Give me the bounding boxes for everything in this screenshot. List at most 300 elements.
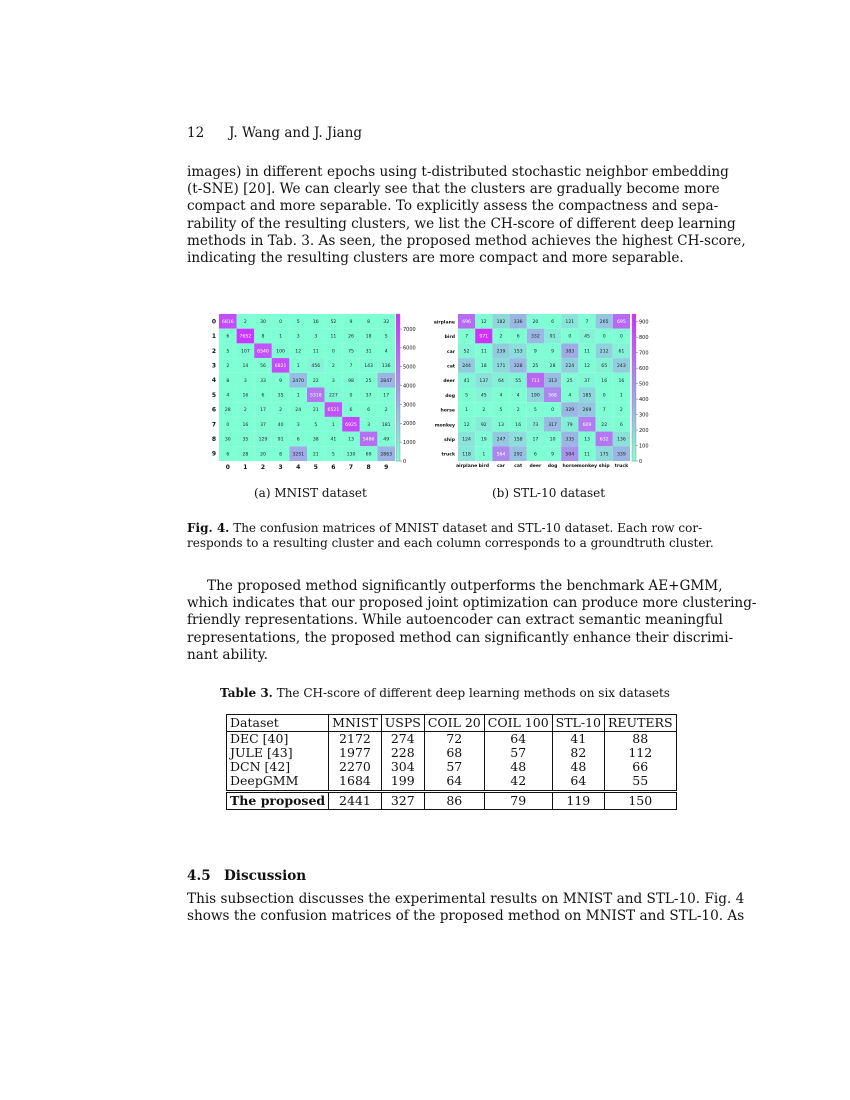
table-cell: 68 [424, 746, 484, 760]
cell-value: 609 [582, 422, 592, 428]
cell-value: 31 [365, 349, 372, 355]
cell-value: 143 [364, 364, 373, 370]
text-line: shows the confusion matrices of the proposed method on MNIST and STL-10. As [187, 908, 745, 925]
ch-score-table [226, 714, 677, 810]
cell-value: 37 [584, 378, 590, 384]
cell-value: 1 [279, 334, 283, 340]
table-cell: 66 [605, 760, 677, 774]
cell-value: 91 [277, 437, 284, 443]
table-header-row [227, 715, 677, 732]
colorbar-segment [396, 314, 400, 318]
cell-value: 6521 [327, 408, 340, 414]
cell-value: 11 [584, 349, 590, 355]
table-cell: 150 [605, 792, 677, 810]
cell-value: 971 [479, 334, 489, 340]
table-cell: JULE [43] [227, 746, 329, 760]
row-label: cat [446, 364, 455, 370]
colorbar-tick-label: 4000 [403, 383, 416, 390]
cell-value: 7 [465, 334, 469, 340]
cell-value: 6 [261, 393, 265, 399]
text-line: indicating the resulting clusters are more compact and more separable. [187, 250, 684, 267]
colorbar-segment [632, 318, 636, 322]
colorbar-segment [632, 439, 636, 443]
cell-value: 317 [548, 422, 557, 428]
cell-value: 181 [381, 422, 391, 428]
colorbar-tick-label: 0 [639, 458, 643, 465]
cell-value: 6 [533, 452, 537, 458]
stl10-confusion-matrix [425, 310, 660, 480]
table-cell: 82 [552, 746, 604, 760]
col-label: cat [514, 464, 523, 469]
cell-value: 130 [346, 452, 356, 458]
cell-value: 2 [619, 408, 623, 414]
cell-value: 383 [565, 349, 575, 355]
colorbar-segment [396, 399, 400, 403]
text-line: compact and more separable. To explicitly assess the compactness and sepa- [187, 198, 719, 215]
subcaption-mnist: (a) MNIST dataset [254, 486, 367, 500]
cell-value: 5 [331, 452, 335, 458]
cell-value: 2 [243, 319, 247, 325]
cell-value: 6 [226, 334, 230, 340]
cell-value: 32 [383, 319, 390, 325]
row-label: airplane [433, 320, 455, 326]
table-cell: 64 [552, 774, 604, 792]
section-number: 4.5 [187, 868, 211, 884]
cell-value: 13 [348, 437, 354, 443]
colorbar-segment [632, 340, 636, 344]
cell-value: 9 [551, 452, 555, 458]
colorbar-segment [396, 380, 400, 384]
cell-value: 6 [551, 319, 555, 325]
cell-value: 6 [367, 408, 371, 414]
colorbar-segment [396, 321, 400, 325]
cell-value: 5 [296, 319, 300, 325]
cell-value: 12 [584, 364, 590, 370]
col-label: dog [547, 464, 558, 469]
colorbar-segment [632, 457, 636, 461]
cell-value: 6 [349, 408, 353, 414]
table-cell: 72 [424, 732, 484, 747]
table-cell: 304 [381, 760, 424, 774]
cell-value: 18 [480, 364, 487, 370]
colorbar-segment [396, 424, 400, 428]
table-cell: 64 [424, 774, 484, 792]
caption-line: The confusion matrices of MNIST dataset and STL-10 dataset. Each row cor- [233, 521, 703, 535]
colorbar-segment [396, 439, 400, 443]
cell-value: 64 [498, 378, 504, 384]
cell-value: 568 [548, 393, 557, 399]
table-row [227, 774, 677, 792]
cell-value: 7652 [239, 334, 252, 340]
colorbar-segment [396, 351, 400, 355]
cell-value: 37 [260, 422, 266, 428]
colorbar-segment [396, 369, 400, 373]
cell-value: 26 [348, 334, 354, 340]
table-cell: 2441 [329, 792, 382, 810]
cell-value: 0 [551, 408, 555, 414]
cell-value: 2 [331, 364, 335, 370]
colorbar-segment [396, 332, 400, 336]
row-label: horse [440, 408, 455, 414]
cell-value: 28 [549, 364, 556, 370]
table-header: USPS [381, 715, 424, 732]
colorbar-segment [632, 428, 636, 432]
row-label: monkey [434, 423, 455, 429]
cell-value: 247 [496, 437, 506, 443]
colorbar-segment [396, 373, 400, 377]
cell-value: 227 [329, 393, 338, 399]
cell-value: 2 [482, 408, 486, 414]
cell-value: 1 [465, 408, 469, 414]
colorbar-segment [396, 358, 400, 362]
text-line: which indicates that our proposed joint optimization can produce more clustering- [187, 595, 757, 612]
row-label: 9 [211, 450, 216, 458]
cell-value: 5 [499, 408, 503, 414]
table-cell: 274 [381, 732, 424, 747]
cell-value: 3 [243, 378, 247, 384]
cell-value: 56 [260, 364, 266, 370]
table-cell: 228 [381, 746, 424, 760]
cell-value: 6 [516, 334, 520, 340]
colorbar-segment [632, 365, 636, 369]
col-label: deer [529, 464, 542, 469]
colorbar-segment [396, 343, 400, 347]
col-label: 4 [296, 464, 301, 471]
row-label: ship [444, 437, 455, 443]
colorbar-segment [632, 413, 636, 417]
cell-value: 12 [480, 319, 487, 325]
col-label: airplane [455, 464, 478, 469]
cell-value: 21 [312, 408, 319, 414]
colorbar-segment [632, 395, 636, 399]
colorbar-segment [632, 362, 636, 366]
row-label: 3 [211, 362, 216, 370]
table-cell: 55 [605, 774, 677, 792]
cell-value: 16 [242, 422, 249, 428]
cell-value: 7 [585, 319, 589, 325]
cell-value: 28 [224, 408, 231, 414]
colorbar-segment [396, 384, 400, 388]
cell-value: 79 [566, 422, 573, 428]
text-line: This subsection discusses the experimental results on MNIST and STL-10. Fig. 4 [187, 891, 745, 907]
text-line: friendly representations. While autoencoder can extract semantic meaningful [187, 612, 723, 629]
cell-value: 244 [462, 364, 471, 370]
text-line: rability of the resulting clusters, we list the CH-score of different deep learning [187, 215, 736, 232]
cell-value: 38 [312, 437, 319, 443]
row-label: truck [441, 452, 455, 458]
cell-value: 69 [365, 452, 372, 458]
colorbar-segment [396, 435, 400, 439]
cell-value: 2470 [292, 378, 305, 384]
col-label: 3 [278, 464, 283, 471]
cell-value: 2847 [380, 378, 393, 384]
colorbar-segment [396, 395, 400, 399]
cell-value: 25 [532, 364, 539, 370]
table-header: REUTERS [605, 715, 677, 732]
cell-value: 17 [260, 408, 266, 414]
cell-value: 28 [242, 452, 249, 458]
text-line: methods in Tab. 3. As seen, the proposed method achieves the highest CH-score, [187, 232, 746, 249]
cell-value: 16 [242, 393, 249, 399]
text-line: images) in different epochs using t-distributed stochastic neighbor embedding [187, 164, 729, 180]
col-label: 0 [225, 464, 230, 471]
cell-value: 100 [276, 349, 285, 355]
text-line: representations, the proposed method can significantly enhance their discrimi- [187, 629, 734, 646]
colorbar-segment [632, 424, 636, 428]
cell-value: 5 [226, 349, 230, 355]
cell-value: 20 [260, 452, 266, 458]
table-cell: 79 [484, 792, 552, 810]
row-label: dog [445, 393, 455, 399]
colorbar-tick-label: 5000 [403, 364, 416, 371]
table-header: COIL 100 [484, 715, 552, 732]
colorbar-segment [632, 354, 636, 358]
cell-value: 3251 [292, 452, 305, 458]
table-row [227, 760, 677, 774]
cell-value: 13 [498, 422, 504, 428]
cell-value: 2 [279, 408, 283, 414]
cell-value: 711 [531, 378, 540, 384]
section-title: Discussion [224, 868, 307, 884]
table-cell: 57 [424, 760, 484, 774]
colorbar-segment [632, 325, 636, 329]
colorbar-segment [632, 384, 636, 388]
colorbar-segment [632, 321, 636, 325]
table-cell: 112 [605, 746, 677, 760]
row-label: 5 [211, 391, 216, 399]
cell-value: 4 [499, 393, 503, 399]
colorbar-segment [632, 421, 636, 425]
table-cell: 48 [552, 760, 604, 774]
cell-value: 121 [565, 319, 575, 325]
table-cell: 57 [484, 746, 552, 760]
cell-value: 17 [532, 437, 539, 443]
cell-value: 292 [513, 452, 523, 458]
row-label: car [446, 349, 455, 355]
table-cell: 119 [552, 792, 604, 810]
colorbar-tick-label: 100 [639, 443, 649, 450]
cell-value: 8 [226, 378, 230, 384]
cell-value: 37 [365, 393, 372, 399]
colorbar-segment [632, 443, 636, 447]
colorbar-segment [396, 318, 400, 322]
table-row [227, 746, 677, 760]
cell-value: 2863 [380, 452, 393, 458]
cell-value: 49 [383, 437, 390, 443]
cell-value: 158 [513, 437, 523, 443]
cell-value: 9 [533, 349, 537, 355]
cell-value: 35 [277, 393, 284, 399]
colorbar-tick-label: 1000 [403, 439, 416, 446]
paragraph-results [187, 578, 757, 664]
cell-value: 8 [261, 334, 265, 340]
colorbar-segment [632, 347, 636, 351]
table-cell: DeepGMM [227, 774, 329, 792]
colorbar-segment [632, 450, 636, 454]
cell-value: 0 [602, 334, 606, 340]
table-cell: 64 [484, 732, 552, 747]
cell-value: 21 [312, 452, 319, 458]
cell-value: 12 [463, 422, 470, 428]
cell-value: 2 [243, 408, 247, 414]
cell-value: 13 [584, 437, 590, 443]
cell-value: 2 [384, 408, 388, 414]
cell-value: 25 [365, 378, 372, 384]
col-label: 2 [260, 464, 266, 471]
cell-value: 91 [549, 334, 556, 340]
cell-value: 243 [617, 364, 626, 370]
table-caption [220, 686, 670, 700]
col-label: bird [478, 464, 490, 469]
table-cell: 2270 [329, 760, 382, 774]
figure-caption [187, 521, 714, 551]
colorbar-segment [632, 332, 636, 336]
page-number: 12 [187, 125, 205, 141]
colorbar-segment [632, 399, 636, 403]
cell-value: 11 [312, 349, 319, 355]
row-label: 1 [211, 333, 216, 341]
cell-value: 313 [548, 378, 557, 384]
colorbar-tick-label: 7000 [403, 326, 416, 333]
col-label: car [496, 464, 506, 469]
cell-value: 65 [601, 364, 608, 370]
row-label: deer [443, 379, 455, 385]
cell-value: 6816 [221, 319, 234, 325]
colorbar-segment [396, 329, 400, 333]
cell-value: 92 [480, 422, 487, 428]
cell-value: 0 [568, 334, 572, 340]
colorbar-segment [632, 343, 636, 347]
cell-value: 265 [599, 319, 609, 325]
cell-value: 2 [516, 408, 520, 414]
colorbar-segment [632, 410, 636, 414]
table-header: Dataset [227, 715, 329, 732]
colorbar-segment [632, 376, 636, 380]
cell-value: 1 [296, 364, 300, 370]
cell-value: 17 [383, 393, 390, 399]
cell-value: 3 [331, 378, 335, 384]
colorbar-segment [396, 450, 400, 454]
cell-value: 45 [584, 334, 590, 340]
colorbar-tick-label: 400 [639, 396, 649, 403]
text-line: The proposed method significantly outperforms the benchmark AE+GMM, [207, 578, 723, 594]
cell-value: 11 [330, 334, 337, 340]
cell-value: 11 [584, 452, 590, 458]
colorbar-tick-label: 200 [639, 427, 649, 434]
table-header: STL-10 [552, 715, 604, 732]
cell-value: 5 [533, 408, 537, 414]
colorbar-segment [396, 413, 400, 417]
table-row [227, 732, 677, 747]
table-cell: The proposed [227, 792, 329, 810]
colorbar-segment [632, 380, 636, 384]
table-cell: 86 [424, 792, 484, 810]
cell-value: 75 [348, 349, 354, 355]
colorbar-segment [396, 406, 400, 410]
cell-value: 136 [617, 437, 626, 443]
cell-value: 5 [314, 422, 318, 428]
colorbar-segment [632, 432, 636, 436]
table-cell: 327 [381, 792, 424, 810]
cell-value: 16 [515, 422, 522, 428]
cell-value: 22 [601, 422, 608, 428]
cell-value: 11 [480, 349, 487, 355]
cell-value: 1 [482, 452, 486, 458]
text-line: nant ability. [187, 646, 268, 663]
cell-value: 2 [499, 334, 503, 340]
table-cell: 42 [484, 774, 552, 792]
colorbar-tick-label: 600 [639, 365, 649, 372]
colorbar-segment [396, 376, 400, 380]
paragraph-discussion [187, 891, 745, 925]
cell-value: 336 [513, 319, 523, 325]
cell-value: 335 [565, 437, 575, 443]
cell-value: 55 [515, 378, 522, 384]
col-label: 5 [313, 464, 318, 471]
colorbar-segment [396, 432, 400, 436]
cell-value: 328 [513, 364, 523, 370]
colorbar-segment [632, 391, 636, 395]
col-label: 6 [331, 464, 336, 471]
subcaption-stl10: (b) STL-10 dataset [492, 486, 606, 500]
row-label: bird [444, 335, 455, 341]
colorbar-tick-label: 300 [639, 412, 649, 419]
row-label: 0 [211, 318, 216, 326]
cell-value: 137 [479, 378, 489, 384]
cell-value: 41 [463, 378, 470, 384]
colorbar-segment [396, 340, 400, 344]
cell-value: 329 [565, 408, 575, 414]
cell-value: 0 [619, 334, 623, 340]
colorbar-segment [396, 347, 400, 351]
colorbar-tick-label: 900 [639, 319, 649, 326]
colorbar-segment [632, 369, 636, 373]
table-cell: 2172 [329, 732, 382, 747]
cell-value: 16 [312, 319, 319, 325]
table-header: MNIST [329, 715, 382, 732]
colorbar-segment [396, 325, 400, 329]
cell-value: 33 [260, 378, 266, 384]
colorbar-segment [396, 362, 400, 366]
colorbar-segment [396, 402, 400, 406]
cell-value: 224 [565, 364, 575, 370]
table-row-proposed [227, 792, 677, 810]
cell-value: 564 [496, 452, 506, 458]
cell-value: 3 [296, 334, 300, 340]
colorbar-segment [396, 428, 400, 432]
cell-value: 6821 [274, 364, 287, 370]
colorbar-segment [396, 336, 400, 340]
row-label: 7 [211, 421, 216, 429]
cell-value: 632 [599, 437, 609, 443]
colorbar-tick-label: 700 [639, 350, 649, 357]
cell-value: 30 [260, 319, 266, 325]
cell-value: 16 [618, 378, 625, 384]
cell-value: 190 [531, 393, 540, 399]
cell-value: 107 [241, 349, 250, 355]
cell-value: 696 [462, 319, 471, 325]
cell-value: 4 [568, 393, 572, 399]
cell-value: 171 [496, 364, 506, 370]
cell-value: 9 [349, 319, 353, 325]
cell-value: 20 [532, 319, 539, 325]
colorbar-segment [396, 391, 400, 395]
cell-value: 9 [551, 349, 555, 355]
cell-value: 456 [311, 364, 321, 370]
running-header [187, 125, 362, 141]
cell-value: 695 [617, 319, 626, 325]
cell-value: 136 [381, 364, 391, 370]
